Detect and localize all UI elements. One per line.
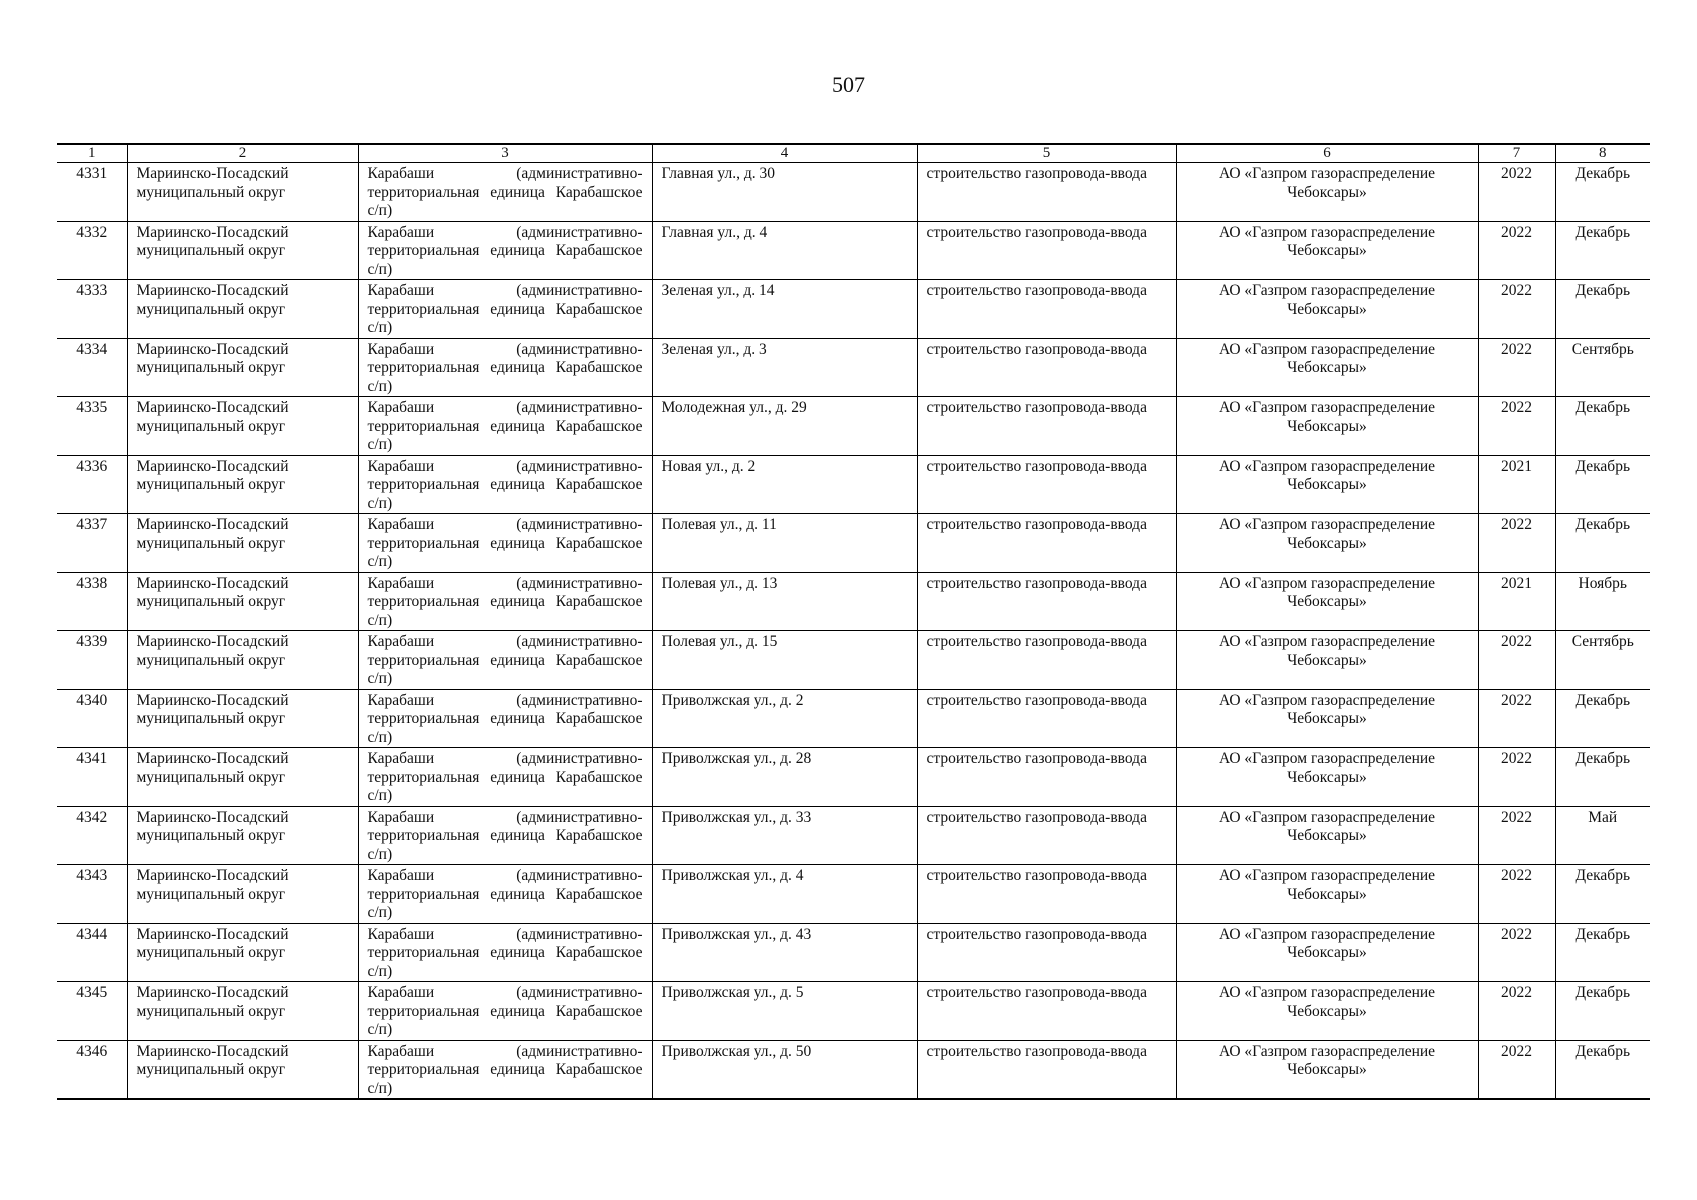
municipality-cell: Мариинско-Посадский муниципальный округ: [127, 982, 358, 1041]
row-number: 4334: [57, 338, 127, 397]
year-cell: 2022: [1478, 514, 1555, 573]
header-cell: 3: [358, 144, 652, 163]
work-type-cell: строительство газопровода-ввода: [917, 1040, 1176, 1099]
organization-cell: АО «Газпром газораспределение Чебоксары»: [1176, 221, 1478, 280]
year-cell: 2021: [1478, 455, 1555, 514]
table-row: [57, 338, 1650, 397]
month-cell: Сентябрь: [1555, 631, 1650, 690]
address-cell: Зеленая ул., д. 3: [652, 338, 917, 397]
settlement-cell: Карабаши (административно-территориальная единица Карабашское с/п): [358, 455, 652, 514]
settlement-cell: Карабаши (административно-территориальная единица Карабашское с/п): [358, 163, 652, 222]
municipality-cell: Мариинско-Посадский муниципальный округ: [127, 923, 358, 982]
year-cell: 2022: [1478, 338, 1555, 397]
header-cell: 1: [57, 144, 127, 163]
municipality-cell: Мариинско-Посадский муниципальный округ: [127, 221, 358, 280]
address-cell: Полевая ул., д. 15: [652, 631, 917, 690]
year-cell: 2022: [1478, 923, 1555, 982]
address-cell: Приволжская ул., д. 33: [652, 806, 917, 865]
table-row: [57, 982, 1650, 1041]
settlement-cell: Карабаши (административно-территориальная единица Карабашское с/п): [358, 982, 652, 1041]
month-cell: Декабрь: [1555, 923, 1650, 982]
month-cell: Декабрь: [1555, 455, 1650, 514]
row-number: 4337: [57, 514, 127, 573]
work-type-cell: строительство газопровода-ввода: [917, 221, 1176, 280]
work-type-cell: строительство газопровода-ввода: [917, 865, 1176, 924]
address-cell: Главная ул., д. 4: [652, 221, 917, 280]
month-cell: Декабрь: [1555, 163, 1650, 222]
work-type-cell: строительство газопровода-ввода: [917, 689, 1176, 748]
year-cell: 2022: [1478, 806, 1555, 865]
year-cell: 2022: [1478, 163, 1555, 222]
municipality-cell: Мариинско-Посадский муниципальный округ: [127, 338, 358, 397]
organization-cell: АО «Газпром газораспределение Чебоксары»: [1176, 397, 1478, 456]
table-row: [57, 163, 1650, 222]
row-number: 4346: [57, 1040, 127, 1099]
work-type-cell: строительство газопровода-ввода: [917, 397, 1176, 456]
municipality-cell: Мариинско-Посадский муниципальный округ: [127, 748, 358, 807]
work-type-cell: строительство газопровода-ввода: [917, 280, 1176, 339]
settlement-cell: Карабаши (административно-территориальная единица Карабашское с/п): [358, 923, 652, 982]
year-cell: 2022: [1478, 631, 1555, 690]
work-type-cell: строительство газопровода-ввода: [917, 631, 1176, 690]
year-cell: 2022: [1478, 280, 1555, 339]
table-row: [57, 806, 1650, 865]
organization-cell: АО «Газпром газораспределение Чебоксары»: [1176, 689, 1478, 748]
month-cell: Май: [1555, 806, 1650, 865]
settlement-cell: Карабаши (административно-территориальная единица Карабашское с/п): [358, 221, 652, 280]
municipality-cell: Мариинско-Посадский муниципальный округ: [127, 163, 358, 222]
work-type-cell: строительство газопровода-ввода: [917, 923, 1176, 982]
month-cell: Декабрь: [1555, 397, 1650, 456]
table-row: [57, 221, 1650, 280]
settlement-cell: Карабаши (административно-территориальная единица Карабашское с/п): [358, 806, 652, 865]
work-type-cell: строительство газопровода-ввода: [917, 806, 1176, 865]
table-row: [57, 514, 1650, 573]
month-cell: Декабрь: [1555, 982, 1650, 1041]
municipality-cell: Мариинско-Посадский муниципальный округ: [127, 572, 358, 631]
organization-cell: АО «Газпром газораспределение Чебоксары»: [1176, 338, 1478, 397]
header-cell: 2: [127, 144, 358, 163]
table-row: [57, 865, 1650, 924]
address-cell: Полевая ул., д. 11: [652, 514, 917, 573]
address-cell: Полевая ул., д. 13: [652, 572, 917, 631]
organization-cell: АО «Газпром газораспределение Чебоксары»: [1176, 806, 1478, 865]
header-cell: 8: [1555, 144, 1650, 163]
row-number: 4333: [57, 280, 127, 339]
organization-cell: АО «Газпром газораспределение Чебоксары»: [1176, 748, 1478, 807]
header-cell: 7: [1478, 144, 1555, 163]
table-row: [57, 572, 1650, 631]
settlement-cell: Карабаши (административно-территориальная единица Карабашское с/п): [358, 748, 652, 807]
row-number: 4339: [57, 631, 127, 690]
work-type-cell: строительство газопровода-ввода: [917, 514, 1176, 573]
table-row: [57, 748, 1650, 807]
settlement-cell: Карабаши (административно-территориальная единица Карабашское с/п): [358, 397, 652, 456]
year-cell: 2021: [1478, 572, 1555, 631]
month-cell: Декабрь: [1555, 514, 1650, 573]
work-type-cell: строительство газопровода-ввода: [917, 338, 1176, 397]
header-cell: 4: [652, 144, 917, 163]
organization-cell: АО «Газпром газораспределение Чебоксары»: [1176, 923, 1478, 982]
month-cell: Декабрь: [1555, 689, 1650, 748]
municipality-cell: Мариинско-Посадский муниципальный округ: [127, 514, 358, 573]
year-cell: 2022: [1478, 397, 1555, 456]
settlement-cell: Карабаши (административно-территориальная единица Карабашское с/п): [358, 338, 652, 397]
address-cell: Молодежная ул., д. 29: [652, 397, 917, 456]
table-row: [57, 923, 1650, 982]
row-number: 4336: [57, 455, 127, 514]
year-cell: 2022: [1478, 865, 1555, 924]
month-cell: Декабрь: [1555, 865, 1650, 924]
address-cell: Зеленая ул., д. 14: [652, 280, 917, 339]
month-cell: Декабрь: [1555, 221, 1650, 280]
year-cell: 2022: [1478, 1040, 1555, 1099]
month-cell: Ноябрь: [1555, 572, 1650, 631]
gasification-table: [57, 143, 1650, 1100]
row-number: 4331: [57, 163, 127, 222]
settlement-cell: Карабаши (административно-территориальная единица Карабашское с/п): [358, 280, 652, 339]
work-type-cell: строительство газопровода-ввода: [917, 163, 1176, 222]
organization-cell: АО «Газпром газораспределение Чебоксары»: [1176, 280, 1478, 339]
municipality-cell: Мариинско-Посадский муниципальный округ: [127, 280, 358, 339]
row-number: 4343: [57, 865, 127, 924]
settlement-cell: Карабаши (административно-территориальная единица Карабашское с/п): [358, 572, 652, 631]
address-cell: Главная ул., д. 30: [652, 163, 917, 222]
settlement-cell: Карабаши (административно-территориальная единица Карабашское с/п): [358, 689, 652, 748]
settlement-cell: Карабаши (административно-территориальная единица Карабашское с/п): [358, 631, 652, 690]
municipality-cell: Мариинско-Посадский муниципальный округ: [127, 397, 358, 456]
municipality-cell: Мариинско-Посадский муниципальный округ: [127, 865, 358, 924]
year-cell: 2022: [1478, 982, 1555, 1041]
organization-cell: АО «Газпром газораспределение Чебоксары»: [1176, 865, 1478, 924]
row-number: 4335: [57, 397, 127, 456]
row-number: 4332: [57, 221, 127, 280]
organization-cell: АО «Газпром газораспределение Чебоксары»: [1176, 514, 1478, 573]
header-cell: 5: [917, 144, 1176, 163]
organization-cell: АО «Газпром газораспределение Чебоксары»: [1176, 455, 1478, 514]
municipality-cell: Мариинско-Посадский муниципальный округ: [127, 455, 358, 514]
month-cell: Сентябрь: [1555, 338, 1650, 397]
municipality-cell: Мариинско-Посадский муниципальный округ: [127, 631, 358, 690]
work-type-cell: строительство газопровода-ввода: [917, 455, 1176, 514]
year-cell: 2022: [1478, 748, 1555, 807]
month-cell: Декабрь: [1555, 748, 1650, 807]
year-cell: 2022: [1478, 689, 1555, 748]
work-type-cell: строительство газопровода-ввода: [917, 572, 1176, 631]
table-row: [57, 689, 1650, 748]
organization-cell: АО «Газпром газораспределение Чебоксары»: [1176, 1040, 1478, 1099]
column-number-header: [57, 144, 1650, 163]
settlement-cell: Карабаши (административно-территориальная единица Карабашское с/п): [358, 865, 652, 924]
address-cell: Приволжская ул., д. 43: [652, 923, 917, 982]
address-cell: Приволжская ул., д. 5: [652, 982, 917, 1041]
row-number: 4342: [57, 806, 127, 865]
month-cell: Декабрь: [1555, 1040, 1650, 1099]
table-row: [57, 455, 1650, 514]
address-cell: Новая ул., д. 2: [652, 455, 917, 514]
table-row: [57, 1040, 1650, 1099]
work-type-cell: строительство газопровода-ввода: [917, 748, 1176, 807]
row-number: 4345: [57, 982, 127, 1041]
table-row: [57, 397, 1650, 456]
address-cell: Приволжская ул., д. 28: [652, 748, 917, 807]
table-row: [57, 280, 1650, 339]
page-number: 507: [832, 72, 865, 97]
row-number: 4338: [57, 572, 127, 631]
organization-cell: АО «Газпром газораспределение Чебоксары»: [1176, 572, 1478, 631]
organization-cell: АО «Газпром газораспределение Чебоксары»: [1176, 982, 1478, 1041]
address-cell: Приволжская ул., д. 50: [652, 1040, 917, 1099]
municipality-cell: Мариинско-Посадский муниципальный округ: [127, 689, 358, 748]
municipality-cell: Мариинско-Посадский муниципальный округ: [127, 806, 358, 865]
address-cell: Приволжская ул., д. 4: [652, 865, 917, 924]
settlement-cell: Карабаши (административно-территориальная единица Карабашское с/п): [358, 514, 652, 573]
address-cell: Приволжская ул., д. 2: [652, 689, 917, 748]
row-number: 4341: [57, 748, 127, 807]
year-cell: 2022: [1478, 221, 1555, 280]
organization-cell: АО «Газпром газораспределение Чебоксары»: [1176, 163, 1478, 222]
row-number: 4344: [57, 923, 127, 982]
month-cell: Декабрь: [1555, 280, 1650, 339]
header-cell: 6: [1176, 144, 1478, 163]
work-type-cell: строительство газопровода-ввода: [917, 982, 1176, 1041]
row-number: 4340: [57, 689, 127, 748]
settlement-cell: Карабаши (административно-территориальная единица Карабашское с/п): [358, 1040, 652, 1099]
municipality-cell: Мариинско-Посадский муниципальный округ: [127, 1040, 358, 1099]
organization-cell: АО «Газпром газораспределение Чебоксары»: [1176, 631, 1478, 690]
table-row: [57, 631, 1650, 690]
